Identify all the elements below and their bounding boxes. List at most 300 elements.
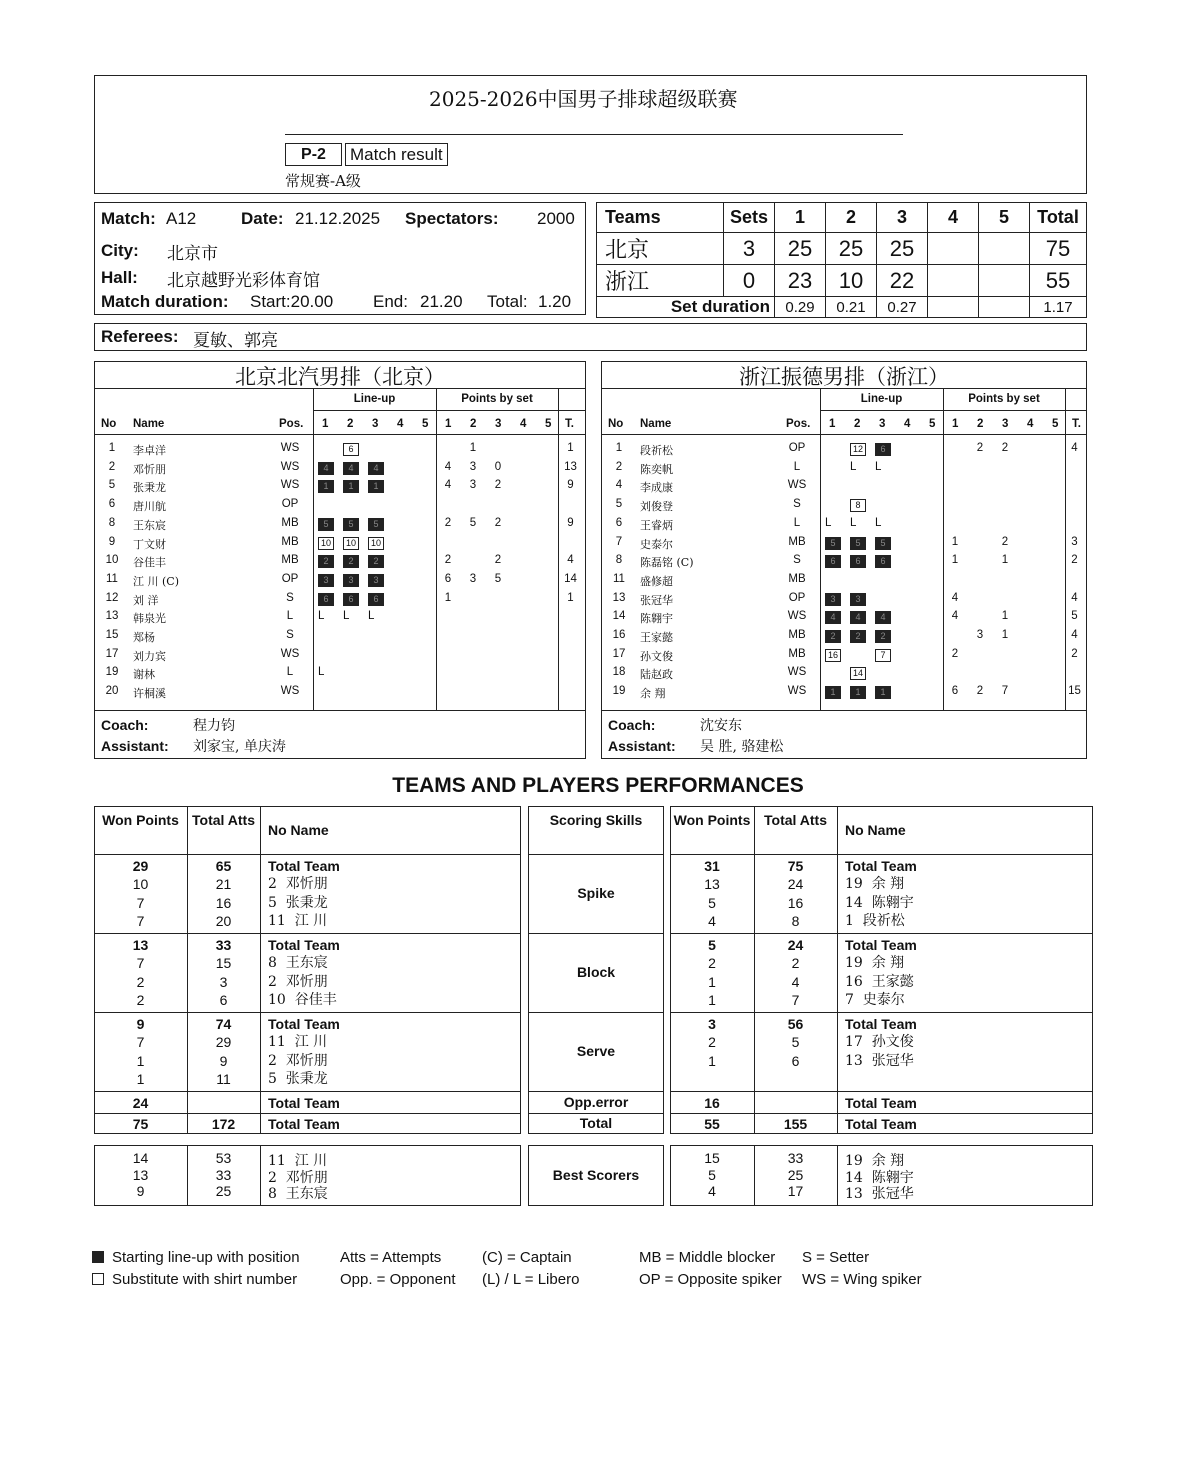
player-name: 王睿炳: [640, 518, 673, 532]
libero-marker: L: [343, 610, 350, 623]
footer-divider: [602, 710, 1086, 711]
player-total: 14: [564, 572, 577, 585]
title-underline: [285, 134, 903, 135]
won-points: 75: [132, 1116, 149, 1132]
set-points: 3: [469, 460, 477, 473]
no-name-header: No Name: [268, 822, 329, 838]
player-row: [602, 515, 1086, 534]
legend-mb: MB = Middle blocker: [639, 1249, 776, 1266]
starting-position-box: 6: [825, 555, 841, 568]
score-cell: [928, 265, 979, 297]
starting-position-box: 6: [875, 555, 891, 568]
player-name: 李成康: [640, 481, 673, 495]
libero-marker: L: [825, 516, 832, 529]
set-points: 4: [444, 460, 452, 473]
set-points: 3: [976, 629, 984, 641]
row-divider: [670, 1091, 1093, 1092]
player-total: 5: [1071, 610, 1078, 623]
legend-substitute-text: Substitute with shirt number: [112, 1271, 298, 1288]
doc-title: Match result: [345, 143, 448, 166]
set-points: 0: [494, 460, 502, 473]
won-points: 7: [136, 1034, 145, 1051]
points-set-header: 4: [520, 418, 527, 430]
player-row: [95, 459, 585, 478]
set-points: 3: [469, 572, 477, 585]
player-or-team: 14 陈翱宇: [845, 894, 914, 911]
spectators-value: 2000: [537, 209, 575, 228]
won-points: 31: [704, 858, 720, 874]
player-name: 刘 洋: [133, 593, 159, 607]
assistant-label: Assistant:: [101, 738, 169, 754]
team-label: Total Team: [845, 1095, 917, 1111]
won-points: 15: [704, 1150, 720, 1166]
row-divider: [528, 933, 664, 934]
city-label: City:: [101, 241, 139, 260]
score-cell: 3: [724, 233, 775, 265]
won-points: 5: [708, 1166, 716, 1183]
score-cell: 0: [724, 265, 775, 297]
player-name: 邓忻朋: [133, 462, 166, 476]
assistant-label: Assistant:: [608, 738, 676, 754]
set-points: 2: [1001, 442, 1009, 454]
total-atts: 6: [219, 991, 228, 1008]
player-position: OP: [281, 498, 299, 511]
won-points: 16: [704, 1095, 720, 1111]
date-label: Date:: [241, 209, 284, 228]
player-number: 16: [612, 629, 626, 641]
player-or-team: Total Team: [268, 1016, 340, 1032]
player-position: S: [793, 554, 801, 567]
libero-marker: L: [850, 460, 857, 473]
lineup-set-header: 5: [929, 418, 936, 430]
substitute-box: 6: [343, 443, 359, 456]
header-divider: [602, 434, 1086, 435]
player-number: 6: [108, 498, 116, 511]
player-name: 史泰尔: [640, 537, 673, 551]
no-header: No: [608, 418, 624, 430]
set-duration-cell: 0.27: [877, 297, 928, 318]
won-points-header: Won Points: [102, 812, 179, 828]
player-name: 孙文俊: [640, 649, 673, 663]
total-atts: 5: [791, 1034, 800, 1051]
player-number: 12: [105, 591, 119, 604]
points-set-header: 5: [1052, 418, 1059, 430]
player-number: 5: [615, 498, 623, 511]
player-or-team: 17 孙文俊: [845, 1034, 914, 1051]
assistant-names: 吴 胜, 骆建松: [700, 739, 784, 755]
total-atts: 4: [791, 973, 800, 990]
score-cell: [928, 233, 979, 265]
legend-captain: (C) = Captain: [482, 1249, 572, 1266]
won-points: 55: [704, 1116, 720, 1132]
won-points: 13: [704, 876, 720, 893]
player-name: 陆赵政: [640, 668, 673, 682]
player-or-team: 11 江 川: [268, 912, 328, 929]
player-position: MB: [281, 554, 299, 567]
player-number: 13: [612, 591, 626, 604]
total-atts: 8: [791, 912, 800, 929]
set-points: 5: [494, 572, 502, 585]
starting-position-box: 2: [825, 630, 841, 643]
starting-position-box: 4: [343, 462, 359, 475]
total-duration-value: 1.20: [538, 292, 572, 311]
player-position: WS: [280, 442, 300, 454]
player-or-team: Total Team: [268, 937, 340, 953]
points-header: Points by set: [461, 393, 533, 405]
total-atts: 56: [787, 1016, 804, 1032]
league-title: 2025-2026中国男子排球超级联赛: [429, 87, 738, 111]
player-position: MB: [788, 572, 806, 585]
player-number: 19: [105, 666, 119, 679]
starting-position-box: 2: [318, 555, 334, 568]
player-total: 2: [1071, 647, 1078, 660]
row-divider: [528, 1012, 664, 1013]
starting-position-box: 6: [850, 555, 866, 568]
skill-label: Opp.error: [563, 1094, 629, 1110]
player-or-team: 7 史泰尔: [845, 991, 905, 1008]
won-points: 1: [136, 1070, 145, 1087]
no-header: No: [101, 418, 117, 430]
set-duration-cell: 0.29: [775, 297, 826, 318]
pos-header: Pos.: [786, 418, 811, 430]
won-points: 7: [136, 894, 145, 911]
team-label: Total Team: [845, 1116, 917, 1132]
player-name: 张秉龙: [133, 481, 166, 495]
points-set-header: 5: [545, 418, 552, 430]
total-atts: 21: [215, 876, 232, 893]
set-points: 2: [494, 479, 502, 492]
player-position: L: [286, 666, 294, 679]
won-points: 1: [708, 1052, 716, 1069]
total-atts: 2: [791, 955, 800, 972]
player-row: [602, 459, 1086, 478]
substitute-box: 10: [343, 537, 359, 550]
player-position: WS: [787, 685, 807, 698]
starting-position-box: 4: [850, 611, 866, 624]
player-row: [95, 683, 585, 702]
score-header-set1: 1: [775, 203, 826, 233]
lineup-header: Line-up: [353, 393, 396, 405]
player-number: 10: [105, 554, 119, 567]
player-row: [95, 440, 585, 459]
set-duration-cell: 0.21: [826, 297, 877, 318]
total-atts: 65: [215, 858, 232, 874]
player-row: [95, 477, 585, 496]
score-header-set5: 5: [979, 203, 1030, 233]
legend-substitute: [92, 1271, 297, 1288]
row-divider: [528, 854, 664, 855]
won-points: 5: [708, 894, 716, 911]
player-number: 8: [615, 554, 623, 567]
set-points: 7: [1001, 685, 1009, 698]
player-position: OP: [281, 572, 299, 585]
player-name: 韩泉光: [133, 612, 166, 626]
player-row: [602, 552, 1086, 571]
hall-label: Hall:: [101, 268, 138, 287]
lineup-set-header: 4: [904, 418, 911, 430]
total-atts: 33: [787, 1150, 804, 1166]
set-points: 2: [494, 554, 502, 567]
player-position: WS: [787, 610, 807, 623]
player-name: 陈翱宇: [640, 612, 673, 626]
city-value: 北京市: [167, 244, 218, 264]
score-header-total: Total: [1030, 203, 1087, 233]
player-or-team: 1 段祈松: [845, 912, 905, 929]
player-total: 13: [564, 460, 577, 473]
player-number: 18: [612, 666, 626, 679]
player-row: [95, 496, 585, 515]
player-number: 6: [615, 516, 623, 529]
starting-position-box: 1: [850, 686, 866, 699]
column-divider: [837, 1145, 838, 1206]
points-set-header: 4: [1027, 418, 1034, 430]
set-points: 2: [444, 554, 452, 567]
header-box: [94, 75, 1087, 194]
player-total: 1: [567, 442, 574, 454]
end-label: End:: [373, 292, 408, 311]
header-divider: [313, 410, 585, 411]
match-info-box: [94, 202, 586, 315]
player-or-team: 5 张秉龙: [268, 1070, 328, 1087]
player-number: 14: [612, 610, 626, 623]
won-points: 13: [132, 937, 149, 953]
player-row: [602, 590, 1086, 609]
points-set-header: 3: [495, 418, 502, 430]
team-name: 北京北汽男排（北京）: [235, 365, 445, 389]
header-divider: [95, 434, 585, 435]
points-set-header: 1: [952, 418, 959, 430]
lineup-set-header: 1: [322, 418, 329, 430]
player-row: [95, 534, 585, 553]
no-name-header: No Name: [845, 822, 906, 838]
player-or-team: Total Team: [845, 937, 917, 953]
skill-label: Block: [576, 964, 616, 980]
referees-value: 夏敏、郭亮: [193, 331, 278, 351]
starting-position-box: 1: [825, 686, 841, 699]
player-number: 19: [612, 685, 626, 698]
set-points: 2: [494, 516, 502, 529]
set-duration-cell: [979, 297, 1030, 318]
starting-position-box: 5: [318, 518, 334, 531]
total-atts: 6: [791, 1052, 800, 1069]
score-header-set4: 4: [928, 203, 979, 233]
starting-position-box: 3: [368, 574, 384, 587]
legend-opp: Opp. = Opponent: [340, 1271, 456, 1288]
hall-value: 北京越野光彩体育馆: [167, 271, 320, 291]
total-atts: 7: [791, 991, 800, 1008]
score-table: [596, 202, 1087, 318]
player-row: [602, 496, 1086, 515]
player-or-team: Total Team: [845, 858, 917, 874]
total-atts: 17: [787, 1183, 804, 1199]
total-atts: 74: [215, 1016, 232, 1032]
player-row: [95, 608, 585, 627]
legend-op: OP = Opposite spiker: [639, 1271, 782, 1288]
referees-box: [94, 323, 1087, 351]
player-row: [602, 664, 1086, 683]
total-atts: 155: [783, 1116, 808, 1132]
player-total: 4: [1071, 442, 1078, 454]
row-divider: [528, 1091, 664, 1092]
row-divider: [94, 1012, 521, 1013]
player-name: 13 张冠华: [845, 1186, 914, 1202]
doc-code: P-2: [285, 143, 342, 166]
player-position: WS: [787, 479, 807, 492]
player-row: [602, 571, 1086, 590]
header-divider: [602, 388, 1086, 389]
player-number: 17: [105, 647, 119, 660]
won-points: 5: [708, 937, 716, 953]
player-total: 3: [1071, 535, 1078, 548]
starting-position-box: 6: [368, 593, 384, 606]
player-row: [602, 477, 1086, 496]
lineup-header: Line-up: [860, 393, 903, 405]
points-set-header: 2: [977, 418, 984, 430]
header-divider: [820, 410, 1086, 411]
won-points: 7: [136, 955, 145, 972]
player-total: 4: [1071, 591, 1078, 604]
player-row: [95, 552, 585, 571]
score-team-b: 浙江: [597, 265, 724, 297]
substitute-box: 14: [850, 667, 866, 680]
won-points: 13: [132, 1166, 149, 1183]
team-label: Total Team: [268, 1116, 340, 1132]
player-position: WS: [280, 685, 300, 698]
starting-position-box: 4: [318, 462, 334, 475]
player-position: L: [286, 610, 294, 623]
coach-name: 程力钧: [193, 718, 235, 734]
score-cell: 25: [877, 233, 928, 265]
player-name: 余 翔: [640, 687, 666, 701]
pos-header: Pos.: [279, 418, 304, 430]
player-number: 1: [615, 442, 623, 454]
score-team-a: 北京: [597, 233, 724, 265]
player-name: 郑杨: [133, 631, 155, 644]
player-position: WS: [280, 647, 300, 660]
score-cell: 25: [775, 233, 826, 265]
lineup-set-header: 4: [397, 418, 404, 430]
points-set-header: 3: [1002, 418, 1009, 430]
won-points: 2: [708, 955, 716, 972]
row-divider: [670, 933, 1093, 934]
skill-label: Total: [579, 1115, 613, 1131]
starting-position-box: 6: [343, 593, 359, 606]
player-name: 李卓洋: [133, 444, 166, 457]
starting-position-box: 2: [343, 555, 359, 568]
player-position: L: [793, 516, 801, 529]
player-or-team: 13 张冠华: [845, 1052, 914, 1069]
player-total: 2: [1071, 554, 1078, 567]
row-divider: [94, 933, 521, 934]
player-row: [602, 683, 1086, 702]
substitute-box: 7: [875, 649, 891, 662]
total-atts: 25: [215, 1183, 232, 1199]
player-row: [602, 646, 1086, 665]
row-divider: [670, 1012, 1093, 1013]
legend-starting-text: Starting line-up with position: [112, 1249, 300, 1266]
player-name: 谢林: [133, 668, 155, 682]
player-number: 7: [615, 535, 623, 548]
libero-marker: L: [318, 666, 325, 679]
player-name: 陈奕帆: [640, 462, 673, 476]
player-position: S: [286, 629, 294, 641]
total-atts: 16: [787, 894, 804, 911]
player-or-team: 2 邓忻朋: [268, 876, 328, 893]
score-cell: 25: [826, 233, 877, 265]
player-name: 谷佳丰: [133, 556, 166, 570]
player-total: 9: [567, 479, 574, 492]
total-header: T.: [565, 418, 574, 430]
start-value: Start:20.00: [250, 292, 334, 311]
total-atts: 9: [219, 1052, 228, 1069]
player-name: 刘力宾: [133, 649, 166, 663]
substitute-box: 16: [825, 649, 841, 662]
set-points: 3: [469, 479, 477, 492]
lineup-set-header: 2: [854, 418, 861, 430]
team-name: 浙江振德男排（浙江）: [739, 365, 949, 389]
starting-position-box: 1: [368, 480, 384, 493]
player-row: [95, 571, 585, 590]
libero-marker: L: [368, 610, 375, 623]
total-atts: 24: [787, 876, 804, 893]
name-header: Name: [640, 418, 672, 430]
starting-position-box: 1: [875, 686, 891, 699]
won-points: 24: [132, 1095, 149, 1111]
score-cell: 22: [877, 265, 928, 297]
player-position: S: [286, 591, 294, 604]
total-atts: 11: [216, 1070, 231, 1087]
won-points: 10: [132, 876, 149, 893]
coach-name: 沈安东: [700, 718, 742, 734]
player-name: 段祈松: [640, 444, 673, 457]
player-row: [602, 440, 1086, 459]
player-number: 1: [108, 442, 116, 454]
player-number: 15: [105, 629, 119, 641]
set-points: 2: [951, 647, 959, 660]
legend-libero: (L) / L = Libero: [482, 1271, 580, 1288]
header-divider: [95, 388, 585, 389]
player-or-team: Total Team: [845, 1016, 917, 1032]
points-set-header: 1: [445, 418, 452, 430]
row-divider: [94, 854, 521, 855]
column-divider: [837, 806, 838, 1134]
won-points: 2: [136, 973, 145, 990]
points-header: Points by set: [968, 393, 1040, 405]
player-position: OP: [788, 591, 806, 604]
player-name: 王东宸: [133, 518, 166, 532]
player-name: 8 王东宸: [268, 1186, 328, 1202]
player-position: OP: [788, 442, 806, 454]
total-atts: 33: [215, 937, 232, 953]
total-atts-header: Total Atts: [764, 812, 827, 828]
score-header-set3: 3: [877, 203, 928, 233]
player-row: [95, 664, 585, 683]
player-number: 9: [108, 535, 116, 548]
set-points: 5: [469, 516, 477, 529]
total-atts: 15: [215, 955, 232, 972]
player-number: 13: [105, 610, 119, 623]
player-total: 4: [567, 554, 574, 567]
player-or-team: 2 邓忻朋: [268, 1052, 328, 1069]
starting-position-box: 4: [875, 611, 891, 624]
player-position: WS: [280, 479, 300, 492]
player-name: 2 邓忻朋: [268, 1169, 328, 1186]
starting-position-box: 5: [875, 537, 891, 550]
column-divider: [260, 806, 261, 1134]
player-row: [95, 627, 585, 646]
won-points: 7: [136, 912, 145, 929]
lineup-set-header: 3: [879, 418, 886, 430]
